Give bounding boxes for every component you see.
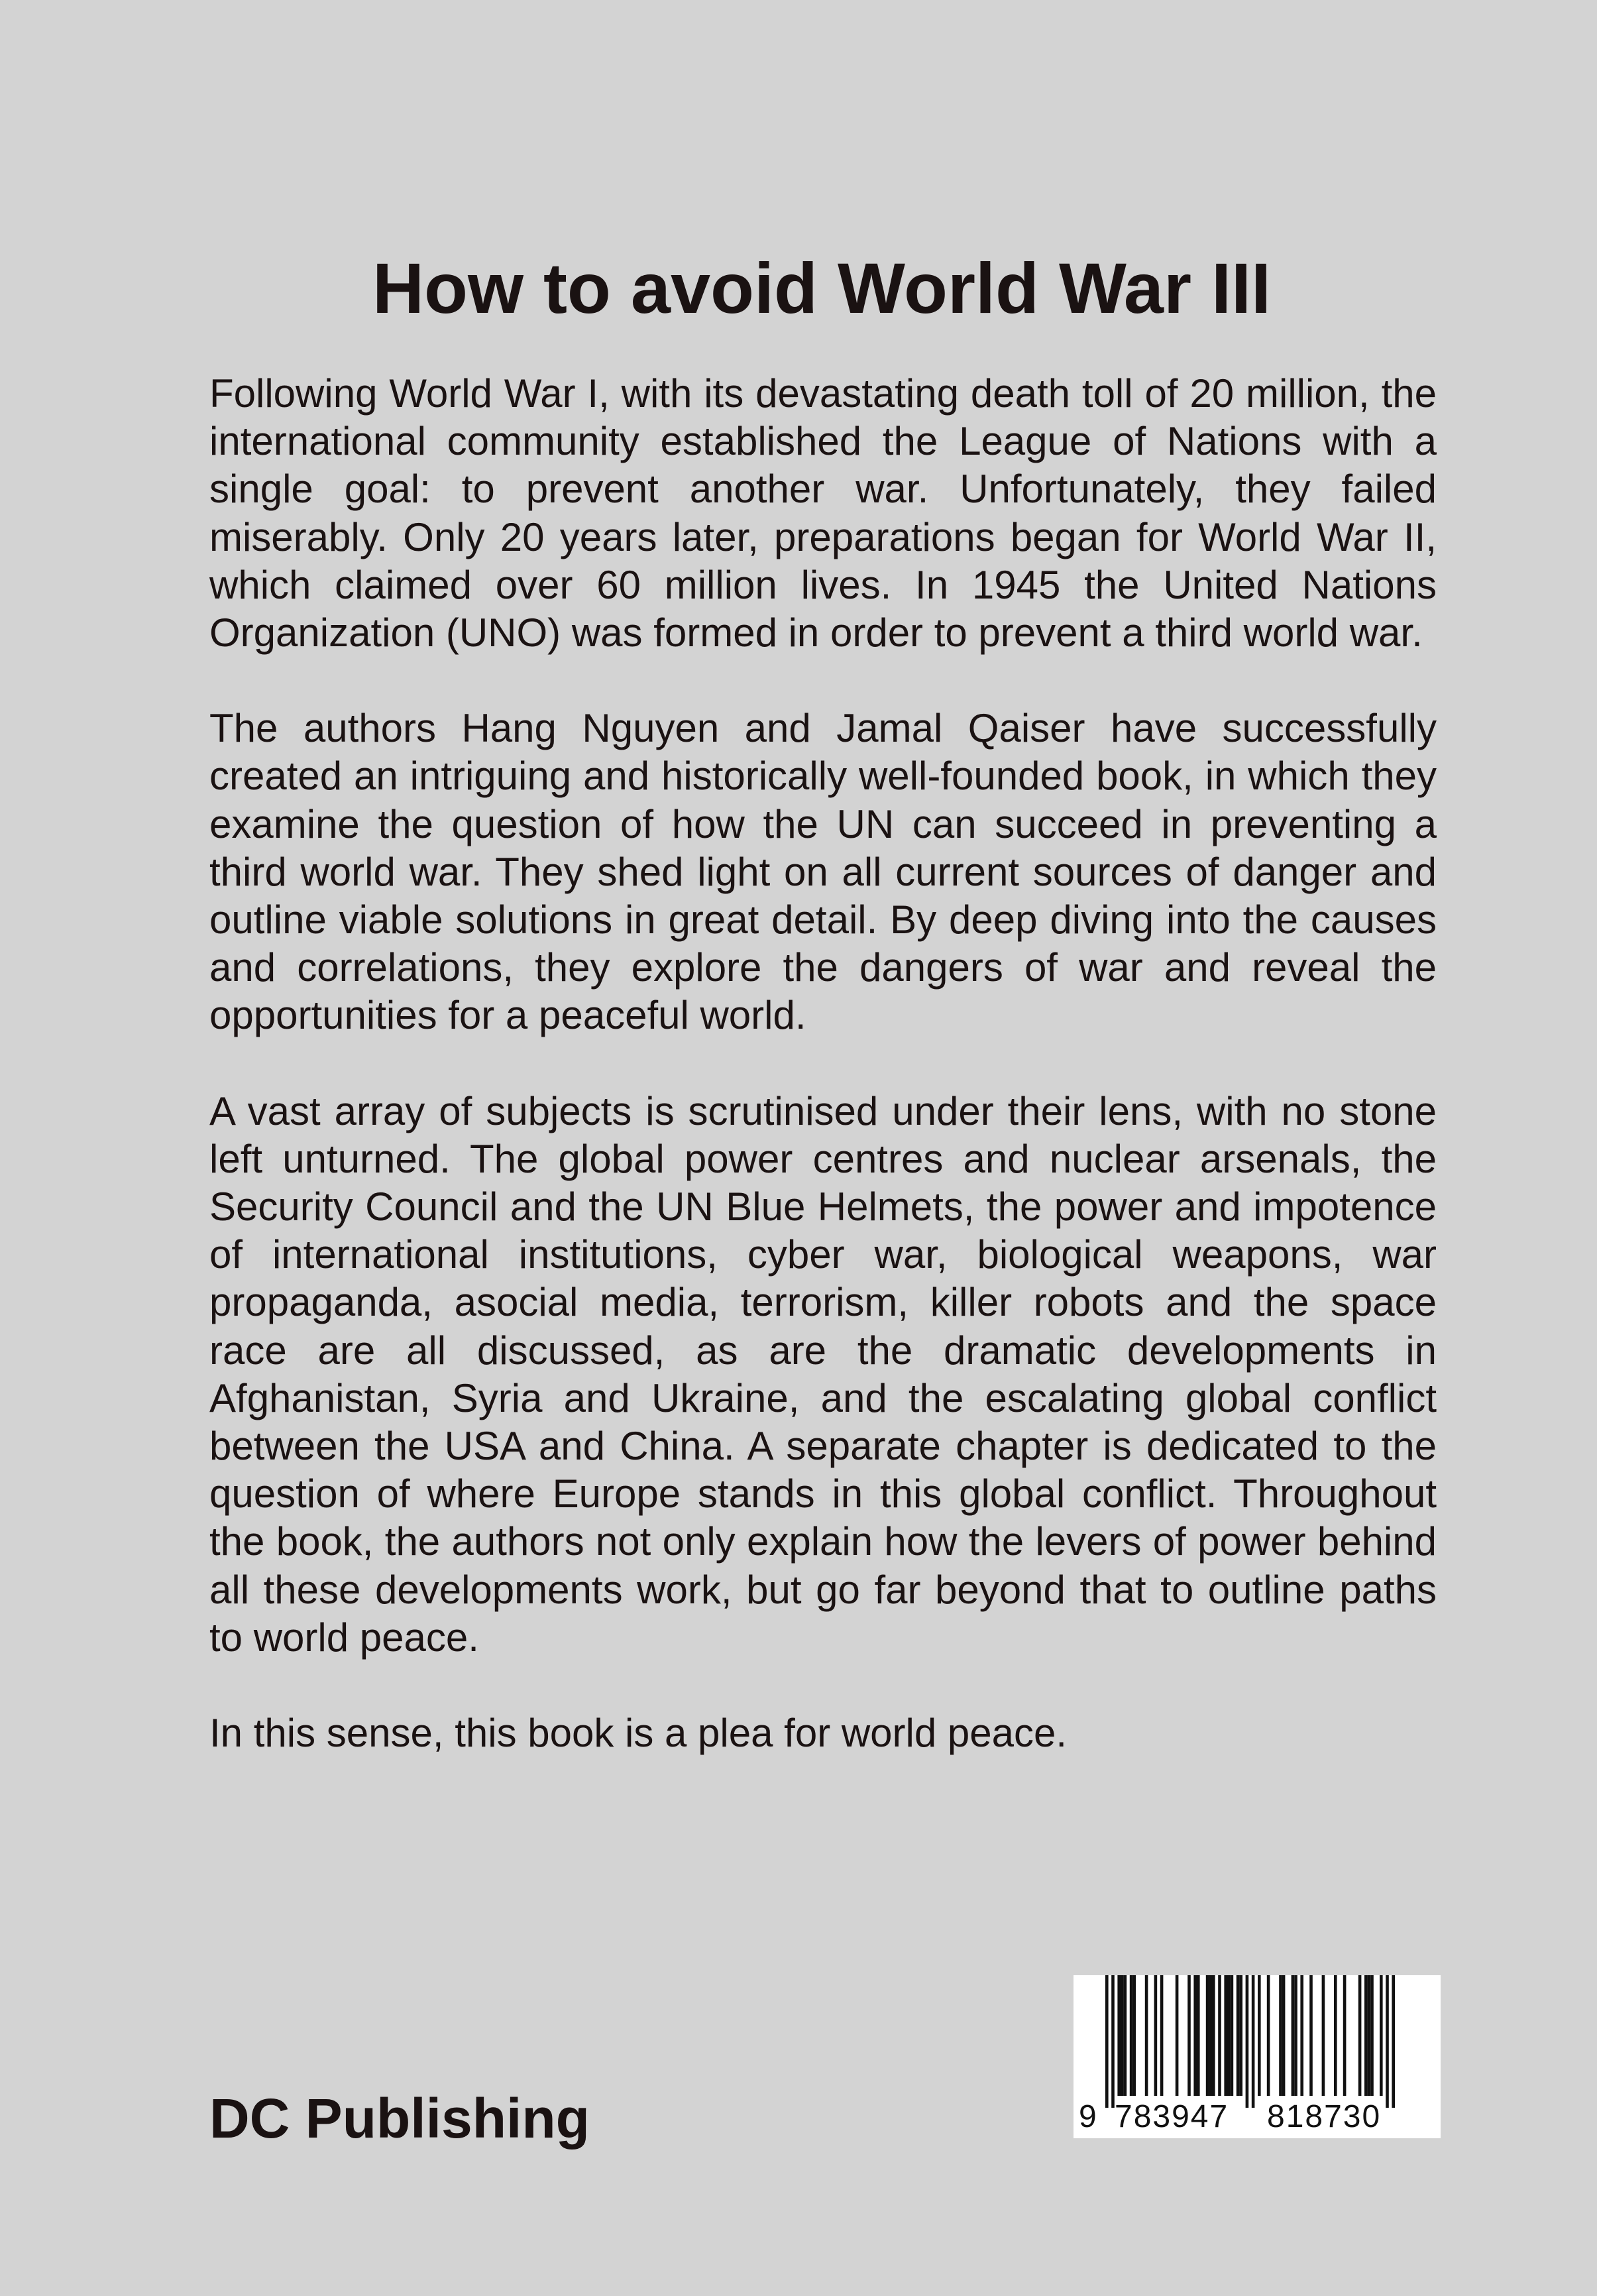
isbn-left-group: 783947 xyxy=(1115,2099,1229,2134)
blurb-paragraph-2: The authors Hang Nguyen and Jamal Qaiser have successfully created an intriguing and historically well-founded book, in which they examine the question of how the UN can succeed in preventing a third world war. They shed light on all current sources of danger and outline viable solutions in great detail. By deep diving into the causes and correlations, they explore the dangers of war and reveal the opportunities for a peaceful world. xyxy=(209,706,1437,1038)
barcode-bar-11 xyxy=(1187,1975,1191,2096)
isbn-first-digit: 9 xyxy=(1079,2099,1097,2134)
barcode-bar-19 xyxy=(1227,1975,1231,2096)
barcode-bar-31 xyxy=(1300,1975,1303,2096)
barcode-bar-22 xyxy=(1239,1975,1242,2096)
barcode-bar-26 xyxy=(1267,1975,1270,2096)
barcode-bar-38 xyxy=(1368,1975,1371,2096)
barcode-bar-1 xyxy=(1111,1975,1115,2108)
isbn-right-group: 818730 xyxy=(1267,2099,1382,2134)
barcode-bar-24 xyxy=(1252,1975,1255,2108)
barcode-bar-5 xyxy=(1130,1975,1133,2096)
barcode-bar-42 xyxy=(1392,1975,1395,2108)
barcode-bar-17 xyxy=(1218,1975,1221,2096)
blurb-paragraph-3: A vast array of subjects is scrutinised under their lens, with no stone left unturned. The global power centres and nuclear arsenals, the Security Council and the UN Blue Helmets, the power and impotence of international institutions, cyber war, biological weapons, war propaganda, asocial media, terrorism, killer robots and the space race are all discussed, as are the dramatic developments in Afghanistan, Syria and Ukraine, and the escalating global conflict between the USA and China. A separate chapter is dedicated to the question of where Europe stands in this global conflict. Throughout the book, the authors not only explain how the levers of power behind all these developments work, but go far beyond that to outline paths to world peace. xyxy=(209,1088,1437,1660)
barcode-bar-4 xyxy=(1124,1975,1127,2096)
barcode-bars xyxy=(1105,1975,1410,2108)
barcode-bar-32 xyxy=(1309,1975,1313,2096)
barcode-bar-35 xyxy=(1343,1975,1347,2096)
barcode-bar-37 xyxy=(1364,1975,1368,2096)
barcode-bar-16 xyxy=(1212,1975,1215,2096)
barcode-bar-9 xyxy=(1160,1975,1164,2096)
barcode-bar-36 xyxy=(1358,1975,1362,2096)
barcode-bar-23 xyxy=(1246,1975,1249,2108)
barcode-bar-13 xyxy=(1197,1975,1200,2096)
barcode-bar-15 xyxy=(1209,1975,1212,2096)
book-title: How to avoid World War III xyxy=(372,248,1271,328)
barcode-bar-21 xyxy=(1237,1975,1240,2096)
barcode-bar-27 xyxy=(1279,1975,1282,2096)
publisher-name: DC Publishing xyxy=(209,2087,590,2150)
barcode-bar-30 xyxy=(1294,1975,1297,2096)
barcode-bar-34 xyxy=(1334,1975,1337,2096)
barcode-bar-28 xyxy=(1282,1975,1286,2096)
barcode-bar-3 xyxy=(1121,1975,1124,2096)
barcode-bar-12 xyxy=(1193,1975,1197,2096)
barcode-bar-40 xyxy=(1380,1975,1383,2096)
barcode-bar-29 xyxy=(1292,1975,1295,2096)
barcode-bar-39 xyxy=(1370,1975,1374,2096)
barcode-bar-8 xyxy=(1154,1975,1158,2096)
barcode-bar-7 xyxy=(1145,1975,1148,2096)
blurb xyxy=(209,370,1437,1805)
barcode-bar-2 xyxy=(1117,1975,1121,2096)
barcode-bar-41 xyxy=(1386,1975,1389,2108)
isbn-barcode xyxy=(1074,1975,1441,2138)
barcode-bar-6 xyxy=(1132,1975,1136,2096)
blurb-paragraph-4: In this sense, this book is a plea for world peace. xyxy=(209,1711,1068,1756)
barcode-bar-18 xyxy=(1224,1975,1227,2096)
barcode-bar-33 xyxy=(1322,1975,1325,2096)
barcode-bar-20 xyxy=(1231,1975,1234,2096)
isbn-digits xyxy=(1074,2100,1441,2134)
barcode-bar-25 xyxy=(1258,1975,1261,2096)
blurb-paragraph-1: Following World War I, with its devastating death toll of 20 million, the international community established the League of Nations with a single goal: to prevent another war. Unfortunately, they failed miserably. Only 20 years later, preparations began for World War II, which claimed over 60 million lives. In 1945 the United Nations Organization (UNO) was formed in order to prevent a third world war. xyxy=(209,371,1437,656)
barcode-bar-0 xyxy=(1105,1975,1109,2108)
barcode-bar-10 xyxy=(1176,1975,1179,2096)
barcode-bar-14 xyxy=(1206,1975,1209,2096)
